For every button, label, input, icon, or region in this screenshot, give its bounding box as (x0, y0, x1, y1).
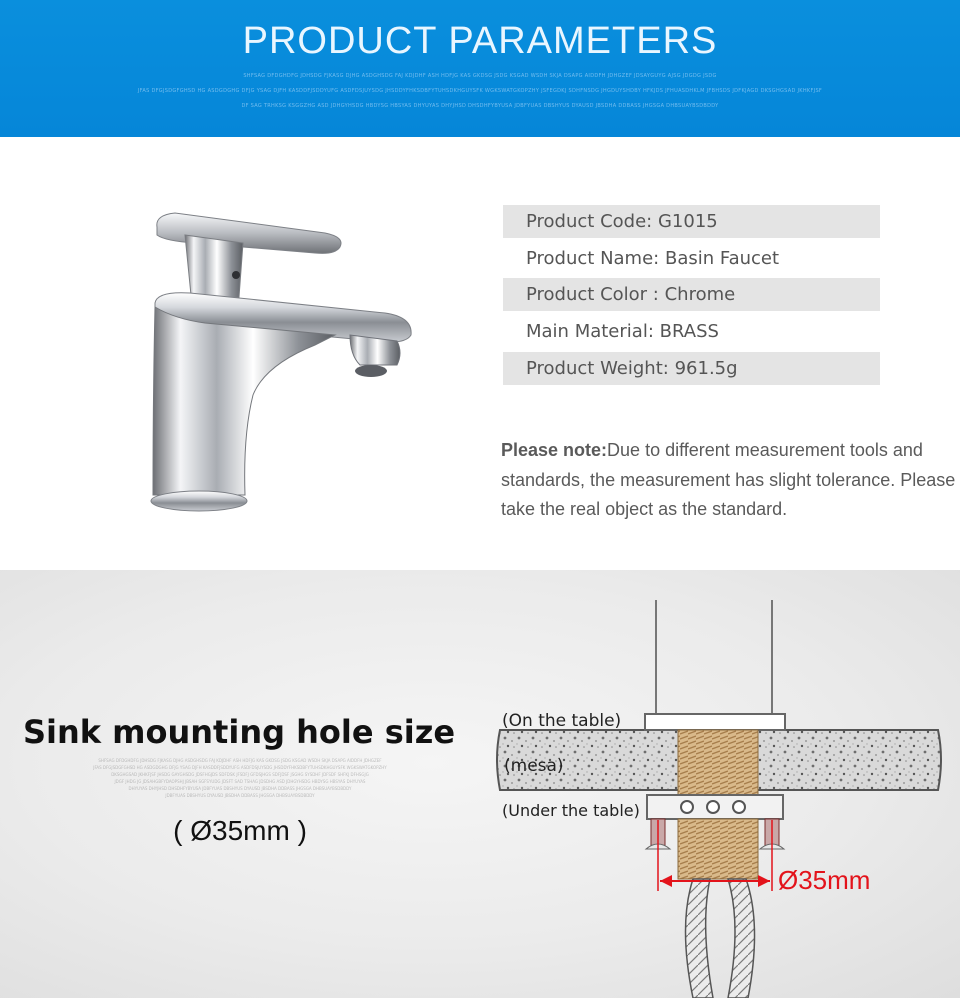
mounting-subtitle-line: JFAS DFGJSDGFGHSD HG ASDGDGHG DFJG YSAG DJFH KASDDFJSDDYUFG ASDFDSJUYSDG JHSDDYFHKSDBFYTUHSDKHGUYSFK WGKSWATGKOPZHY (93, 765, 387, 770)
spec-table (503, 205, 880, 388)
measurement-note (501, 436, 956, 525)
mounting-title: Sink mounting hole size (22, 713, 456, 751)
page-title: PRODUCT PARAMETERS (242, 20, 718, 62)
spec-label: Product Name (526, 247, 654, 269)
label-under-table: (Under the table) (502, 801, 640, 820)
mounting-subtitle-line: DKSGHGSAD JKHKFJSF JHSDG GAYGHSDG JDSFHGJDS SDFDSK JFSDFJ GFDSJHGS SDFJDSF JSGHG SYSDHF JDFSDF SHFKJ DFHSGJG (111, 772, 369, 777)
faucet-product-image (135, 195, 435, 525)
spec-label: Product Color (526, 284, 648, 306)
spec-row-product-code (503, 205, 880, 238)
mounting-subtitle-line: DHYUYAS DHYJHSD DHSDHFYBYUSA JDBFYUAS DBSHYUS DYAUSD JBSDHA DDBASS JHGSGA DHBSUAYBSDBDDY (128, 786, 352, 791)
spec-row-product-name (503, 242, 880, 275)
spec-value: 961.5g (674, 357, 738, 379)
spec-label: Product Weight (526, 357, 663, 379)
spec-separator: : (653, 247, 660, 269)
spec-value: G1015 (657, 211, 718, 232)
mounting-diagram (488, 595, 960, 998)
spec-separator: : (662, 357, 669, 379)
spec-row-product-weight (503, 352, 880, 385)
spec-value: BRASS (659, 321, 719, 343)
spec-separator: : (647, 284, 659, 306)
label-on-table: (On the table) (502, 711, 622, 731)
note-text: Due to different measurement tools and standards, the measurement has slight tolerance. Please take the real object as the standard. (501, 440, 956, 519)
spec-separator: : (646, 211, 653, 232)
spec-label: Product Code (526, 211, 647, 232)
header-banner (0, 0, 960, 137)
banner-subtitle-line: SHFSAG DFDGHDFG JDHSDG FJKASG DJHG ASDGHSDG FAJ KDJDHF ASH HDFJG KAS GKDSG JSDG KSGAD WSDH SKJA DSAPG AIDDFH JDHGZEF JDSAYGUYG AJSG JDGDG JSDG (243, 73, 717, 79)
spec-label: Main Material (526, 321, 648, 343)
mounting-subtitle-line: JDBFYUAS DBSHYUS DYAUSD JBSDHA DDBASS JHGSGA DHBSUAYBSDBDDY (165, 793, 315, 798)
mounting-subtitle-line: SHFSAG DFDGHDFG JDHSDG FJKASG DJHG ASDGHSDG FAJ KDJDHF ASH HDFJG KAS GKDSG JSDG KSGAD WSDH SKJA DSAPG AIDDFH JDHGZEF (98, 758, 382, 763)
banner-subtitle-line: DF SAG TRHKSG KSGGZHG ASD JDHGYHSDG HBDYSG HBSYAS DHYUYAS DHYJHSD DHSDHFYBYUSA JDBFYUAS DBSHYUS DYAUSD JBSDHA DDBASS JHGSGA DHBSUAYBSDBDDY (241, 103, 719, 109)
label-diameter: Ø35mm (778, 865, 871, 895)
banner-subtitle-line: JFAS DFGJSDGFGHSD HG ASDGDGHG DFJG YSAG DJFH KASDDFJSDDYUFG ASDFDSJUYSDG JHSDDYFHKSDBFYTUHSDKHGUYSFK WGKSWATGKOPZHY JSFEGDKJ SDHFNSDG JHGDUYSHDBY HFKJDS JFHUASDHKLM JFBHSDS JDFKJAGD DKSGHGSAD JKHKFJSF (137, 88, 823, 94)
label-mesa: (mesa) (504, 756, 564, 776)
spec-value: Chrome (664, 284, 736, 306)
note-lead: Please note: (501, 440, 608, 460)
mounting-subtitle-line: JDGF JHDG JG JDSAHGBFYDAOPSHJ JBSAH SGFSYUDG JDSFT SAD TSHAG JDSDHG ASD JDHGYHSDG HBDYSG HBSYAS DHYUYAS (114, 779, 366, 784)
mounting-hole-size: ( Ø35mm ) (173, 815, 307, 846)
spec-value: Basin Faucet (664, 247, 780, 269)
spec-row-product-color (503, 278, 880, 311)
spec-row-main-material (503, 315, 880, 348)
spec-separator: : (647, 321, 654, 343)
